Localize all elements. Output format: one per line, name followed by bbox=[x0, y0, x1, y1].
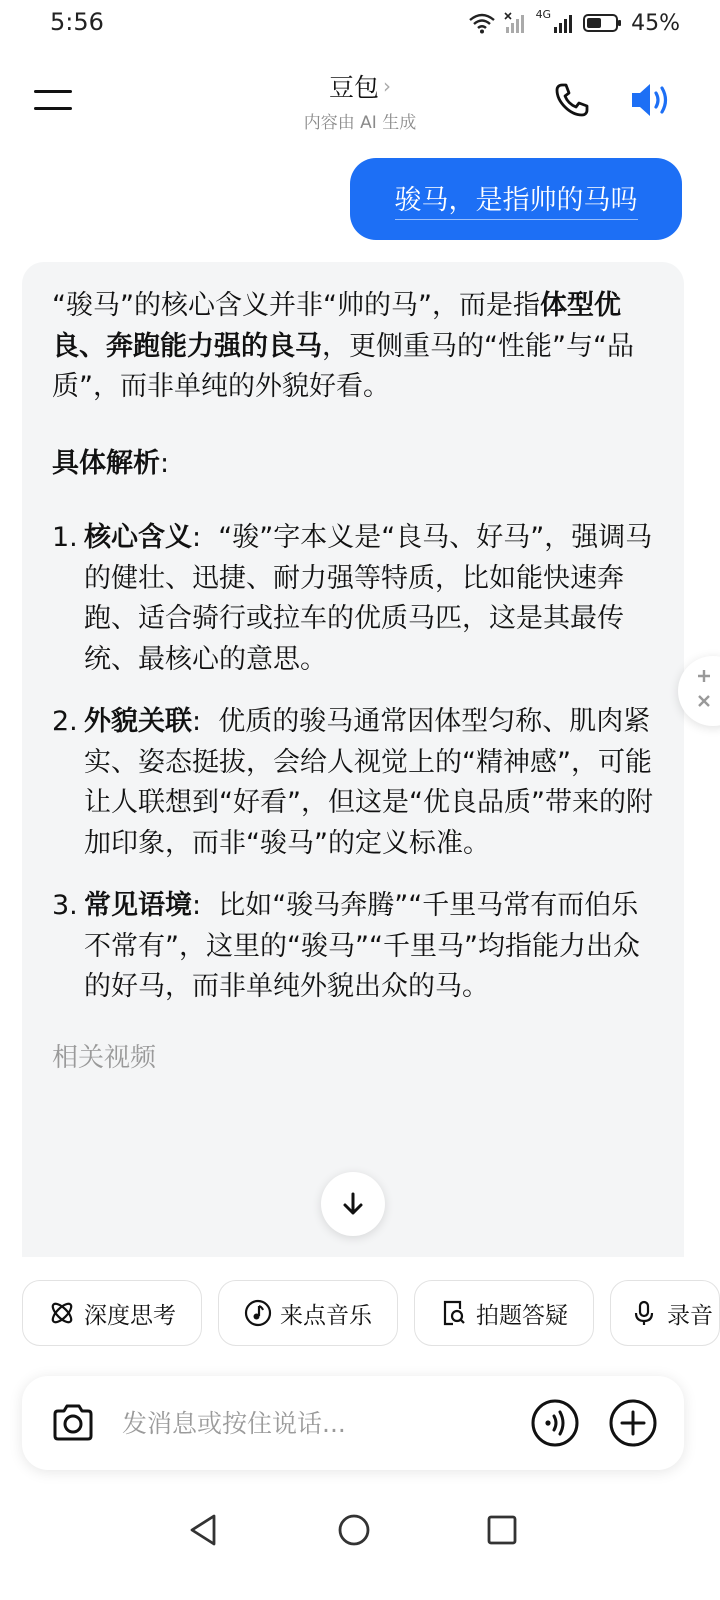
arrow-down-icon bbox=[340, 1191, 366, 1217]
section-title-colon: : bbox=[160, 447, 170, 479]
side-float-button[interactable] bbox=[678, 656, 720, 726]
mic-icon bbox=[631, 1299, 659, 1327]
list-item-colon: : bbox=[192, 890, 202, 921]
chip-label: 来点音乐 bbox=[280, 1302, 372, 1329]
voice-wave-icon[interactable] bbox=[530, 1398, 580, 1448]
answer-intro-text: “骏马”的核心含义并非“帅的马”，而是指 bbox=[52, 290, 540, 321]
chip-label: 深度思考 bbox=[84, 1302, 176, 1329]
signal-off-icon bbox=[504, 12, 528, 34]
network-type-label: 4G bbox=[535, 8, 552, 21]
title-area bbox=[0, 68, 720, 133]
bot-title-button[interactable] bbox=[329, 68, 391, 104]
chip-photo-question[interactable] bbox=[414, 1280, 594, 1346]
back-triangle-icon[interactable] bbox=[186, 1512, 220, 1548]
quick-action-chips bbox=[22, 1280, 720, 1346]
chip-label: 录音 bbox=[667, 1302, 713, 1329]
list-item bbox=[52, 886, 654, 1008]
phone-icon[interactable] bbox=[552, 80, 592, 120]
search-doc-icon bbox=[440, 1299, 468, 1327]
status-icons bbox=[468, 8, 680, 38]
speaker-icon[interactable] bbox=[628, 78, 676, 122]
related-videos-label: 相关视频 bbox=[52, 1042, 157, 1073]
list-item-colon: : bbox=[192, 706, 202, 737]
list-item-text: 比如“骏马奔腾”“千里马常有而伯乐不常有”，这里的“骏马”“千里马”均指能力出众的好马，而非单纯外貌出众的马。 bbox=[84, 890, 640, 1002]
list-item-title: 核心含义 bbox=[84, 522, 192, 553]
analysis-list bbox=[52, 518, 654, 1008]
recent-apps-icon[interactable] bbox=[486, 1514, 518, 1546]
chip-recording[interactable] bbox=[610, 1280, 720, 1346]
chip-label: 拍题答疑 bbox=[476, 1302, 568, 1329]
status-bar bbox=[0, 0, 720, 46]
music-icon bbox=[244, 1299, 272, 1327]
list-item bbox=[52, 518, 654, 680]
message-input[interactable] bbox=[122, 1398, 502, 1448]
section-title-text: 具体解析 bbox=[52, 447, 160, 479]
battery-icon bbox=[583, 12, 623, 34]
system-nav-bar bbox=[0, 1500, 720, 1560]
chat-header bbox=[0, 60, 720, 140]
list-item-title: 常见语境 bbox=[84, 890, 192, 921]
user-message-bubble[interactable] bbox=[350, 158, 682, 240]
ai-answer-bubble bbox=[22, 262, 684, 1257]
answer-intro bbox=[52, 286, 654, 408]
list-item-title: 外貌关联 bbox=[84, 706, 192, 737]
list-item-number: 3. bbox=[52, 890, 78, 921]
user-message-text: 骏马，是指帅的马吗 bbox=[395, 178, 638, 220]
battery-percent: 45% bbox=[631, 10, 680, 36]
answer-intro-text-end: ，更侧重马的“性能”与“品质”，而非单纯的外貌好看。 bbox=[52, 330, 634, 402]
plus-circle-icon[interactable] bbox=[608, 1398, 658, 1448]
scroll-to-bottom-button[interactable] bbox=[321, 1172, 385, 1236]
wifi-icon bbox=[468, 12, 496, 34]
bot-title: 豆包 bbox=[328, 73, 379, 102]
chevron-right-icon: › bbox=[383, 74, 391, 98]
section-title bbox=[52, 444, 654, 485]
plus-icon bbox=[690, 656, 720, 726]
list-item-colon: : bbox=[192, 522, 202, 553]
list-item-number: 1. bbox=[52, 522, 78, 553]
answer-intro-bold: 体型优良、奔跑能力强的良马 bbox=[52, 290, 621, 362]
home-circle-icon[interactable] bbox=[336, 1512, 372, 1548]
list-item-text: “骏”字本义是“良马、好马”，强调马的健壮、迅捷、耐力强等特质，比如能快速奔跑、适合骑行或拉车的优质马匹，这是其最传统、最核心的意思。 bbox=[84, 522, 653, 675]
camera-icon[interactable] bbox=[50, 1400, 96, 1446]
signal-icon bbox=[553, 12, 575, 34]
status-time: 5:56 bbox=[50, 8, 104, 36]
chip-deep-thinking[interactable] bbox=[22, 1280, 202, 1346]
ai-disclaimer: 内容由 AI 生成 bbox=[303, 113, 417, 133]
atom-icon bbox=[48, 1299, 76, 1327]
list-item bbox=[52, 702, 654, 864]
chip-music[interactable] bbox=[218, 1280, 398, 1346]
list-item-number: 2. bbox=[52, 706, 78, 737]
list-item-text: 优质的骏马通常因体型匀称、肌肉紧实、姿态挺拔，会给人视觉上的“精神感”，可能让人联想到“好看”，但这是“优良品质”带来的附加印象，而非“骏马”的定义标准。 bbox=[84, 706, 653, 859]
message-input-bar bbox=[22, 1376, 684, 1470]
